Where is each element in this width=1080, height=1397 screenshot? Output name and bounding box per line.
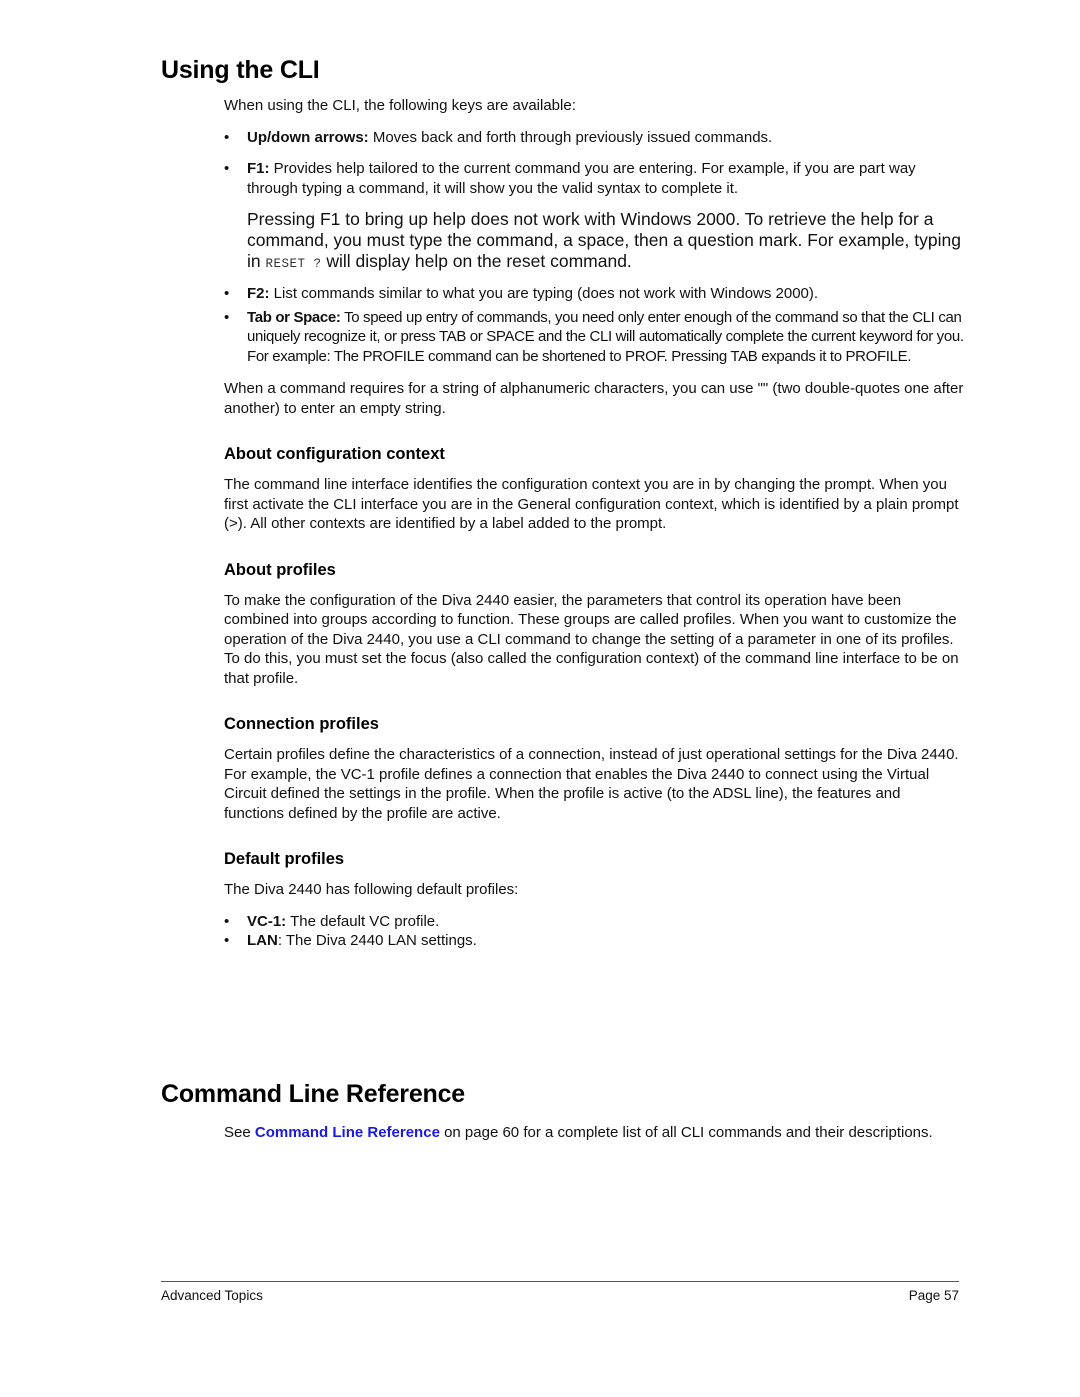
- list-item-term: LAN: [247, 932, 278, 949]
- section-command-line-reference-body: [224, 1123, 964, 1143]
- list-item-term: VC-1:: [247, 912, 287, 930]
- list-item: [224, 308, 964, 367]
- note-text-after: will display help on the reset command.: [321, 251, 632, 271]
- default-profiles-intro: The Diva 2440 has following default profiles:: [224, 881, 519, 898]
- list-item-text: To speed up entry of commands, you need only enter enough of the command so that the CLI can uniquely recognize it, or press TAB or SPACE and the CLI will automatically complete the current keyword for you. For example: The PROFILE command can be shortened to PROF. Pressing TAB expands it to PROFILE.: [247, 308, 964, 365]
- heading-connection-profiles: Connection profiles: [224, 715, 379, 733]
- heading-about-profiles: About profiles: [224, 560, 336, 579]
- footer-page-number: Page 57: [908, 1288, 959, 1303]
- heading-default-profiles: Default profiles: [224, 850, 345, 868]
- footer-chapter-title: Advanced Topics: [161, 1288, 263, 1303]
- bullet-icon: •: [224, 932, 230, 949]
- heading-about-configuration-context: About configuration context: [224, 445, 445, 463]
- intro-paragraph: When using the CLI, the following keys are available:: [224, 97, 576, 114]
- key-list-a: [224, 128, 964, 199]
- list-item-text: The default VC profile.: [286, 912, 440, 930]
- list-item: [224, 931, 964, 951]
- section-title-using-cli: Using the CLI: [161, 56, 320, 84]
- configuration-context-paragraph: The command line interface identifies the configuration context you are in by changing the prompt. When you first activate the CLI interface you are in the General configuration context, which is identified by a plain prompt (>). All other contexts are identified by a label added to the prompt.: [224, 476, 959, 532]
- list-item-text: Provides help tailored to the current command you are entering. For example, if you are part way through typing a command, it will show you the valid syntax to complete it.: [247, 160, 916, 197]
- paragraph-text-before: See: [224, 1124, 255, 1141]
- empty-string-paragraph: When a command requires for a string of alphanumeric characters, you can use "" (two double-quotes one after another) to enter an empty string.: [224, 380, 964, 417]
- about-profiles-paragraph: To make the configuration of the Diva 2440 easier, the parameters that control its operation have been combined into groups according to function. These groups are called profiles. When you want to customize the operation of the Diva 2440, you use a CLI command to change the setting of a parameter in one of its profiles. To do this, you must set the focus (also called the configuration context) of the command line interface to be on that profile.: [224, 591, 959, 687]
- connection-profiles-paragraph: Certain profiles define the characteristics of a connection, instead of just operational settings for the Diva 2440. For example, the VC-1 profile defines a connection that enables the Diva 2440 to connect using the Virtual Circuit defined the settings in the profile. When the profile is active (to the ADSL line), the features and functions defined by the profile are active.: [224, 746, 959, 822]
- note-text-before: Pressing F1 to bring up help does not work with Windows 2000. To retrieve the help for a command, you must type the command, a space, then a question mark. For example, typing in: [247, 209, 961, 271]
- section-title-command-line-reference: Command Line Reference: [161, 1080, 466, 1108]
- list-item-text: Moves back and forth through previously issued commands.: [368, 128, 773, 146]
- section-using-cli-body: [224, 96, 964, 951]
- bullet-icon: •: [224, 308, 229, 326]
- bullet-icon: •: [224, 160, 230, 177]
- list-item-term: Tab or Space:: [247, 308, 341, 326]
- list-item-term: Up/down arrows:: [247, 128, 369, 146]
- footer-divider: [161, 1281, 959, 1282]
- list-item-text: List commands similar to what you are typing (does not work with Windows 2000).: [269, 285, 819, 302]
- command-line-reference-link[interactable]: Command Line Reference: [254, 1124, 440, 1141]
- paragraph-text-after: on page 60 for a complete list of all CLI commands and their descriptions.: [439, 1124, 933, 1141]
- bullet-icon: •: [224, 912, 230, 930]
- default-profiles-list: [224, 912, 964, 951]
- windows-2000-note: [224, 209, 964, 275]
- list-item-text: : The Diva 2440 LAN settings.: [277, 932, 477, 949]
- bullet-icon: •: [224, 128, 230, 146]
- key-list-b: [224, 284, 964, 366]
- list-item: [224, 159, 964, 198]
- list-item: [224, 128, 964, 148]
- list-item-term: F1:: [247, 160, 270, 177]
- note-code: RESET ?: [265, 257, 322, 271]
- command-line-reference-paragraph: [224, 1123, 964, 1143]
- bullet-icon: •: [224, 285, 230, 302]
- list-item: [224, 912, 964, 932]
- list-item-term: F2:: [247, 285, 270, 302]
- list-item: [224, 284, 964, 304]
